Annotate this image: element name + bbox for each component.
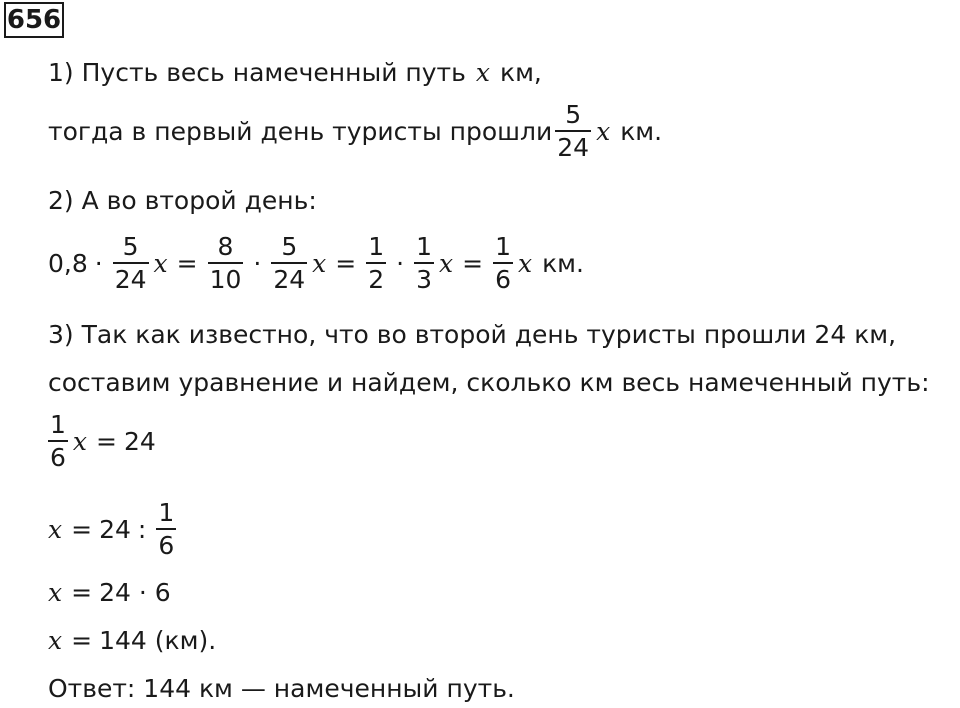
denominator: 6 (156, 528, 176, 558)
denominator: 6 (493, 262, 513, 292)
rhs: 24 · 6 (99, 578, 171, 607)
denominator: 24 (555, 130, 591, 160)
line-1 (48, 60, 542, 85)
fraction (414, 234, 434, 292)
denominator: 24 (271, 262, 307, 292)
line-3 (48, 188, 317, 213)
line-2-unit: км. (620, 116, 663, 146)
equation-1 (48, 412, 156, 470)
numerator: 1 (495, 232, 511, 261)
fraction (493, 234, 513, 292)
numerator: 5 (122, 232, 139, 261)
variable-x: x (48, 626, 63, 655)
answer-line (48, 676, 515, 701)
variable-x: x (312, 248, 327, 278)
variable-x: x (153, 248, 168, 278)
line-2 (48, 102, 662, 160)
line-6 (48, 370, 930, 395)
fraction-1-6 (156, 500, 176, 558)
line-1-text: 1) Пусть весь намеченный путь (48, 58, 466, 87)
line-3-text: 2) А во второй день: (48, 186, 317, 215)
denominator: 3 (414, 262, 434, 292)
numerator: 1 (158, 498, 175, 527)
line-6-text: составим уравнение и найдем, сколько км весь намеченный путь: (48, 368, 930, 397)
coefficient: 0,8 (48, 248, 88, 278)
equation-2 (48, 500, 179, 558)
line-5 (48, 322, 896, 347)
unit: км. (542, 248, 584, 278)
variable-x: x (72, 426, 88, 456)
equals-sign: = (462, 248, 484, 278)
rhs: 144 (км). (99, 626, 217, 655)
line-5-text: 3) Так как известно, что во второй день туристы прошли 24 км, (48, 320, 897, 349)
fraction (208, 234, 244, 292)
denominator: 10 (208, 262, 244, 292)
equals-sign: = (176, 248, 198, 278)
variable-x: x (48, 578, 63, 607)
equation-3 (48, 580, 171, 605)
fraction (113, 234, 149, 292)
variable-x: x (517, 248, 533, 278)
multiply-sign: · (253, 248, 262, 278)
answer-text: Ответ: 144 км — намеченный путь. (48, 674, 515, 703)
equals-sign: = (71, 626, 93, 655)
numerator: 1 (368, 232, 385, 261)
fraction (271, 234, 307, 292)
equation-4 (48, 628, 216, 653)
denominator: 2 (366, 262, 386, 292)
multiply-sign: · (94, 248, 103, 278)
equals-sign: = (96, 426, 117, 456)
fraction (366, 234, 386, 292)
denominator: 24 (113, 262, 149, 292)
equals-sign: = (71, 514, 93, 544)
fraction-1-6 (48, 412, 68, 470)
variable-x: x (439, 248, 454, 278)
line-2-text: тогда в первый день туристы прошли (48, 116, 553, 146)
line-4-expression (48, 234, 584, 292)
numerator: 8 (217, 232, 234, 261)
variable-x: x (48, 514, 63, 544)
fraction-5-24 (555, 102, 591, 160)
line-1-unit: км, (499, 58, 542, 87)
dividend: 24 (99, 514, 131, 544)
numerator: 5 (565, 100, 582, 129)
problem-number: 656 (4, 2, 64, 38)
rhs: 24 (123, 426, 156, 456)
equals-sign: = (335, 248, 357, 278)
numerator: 1 (50, 410, 66, 439)
variable-x: x (596, 116, 611, 146)
numerator: 5 (281, 232, 298, 261)
variable-x: x (475, 58, 490, 87)
divide-sign: : (137, 514, 147, 544)
equals-sign: = (71, 578, 93, 607)
numerator: 1 (416, 232, 432, 261)
denominator: 6 (48, 440, 68, 470)
multiply-sign: · (396, 248, 405, 278)
